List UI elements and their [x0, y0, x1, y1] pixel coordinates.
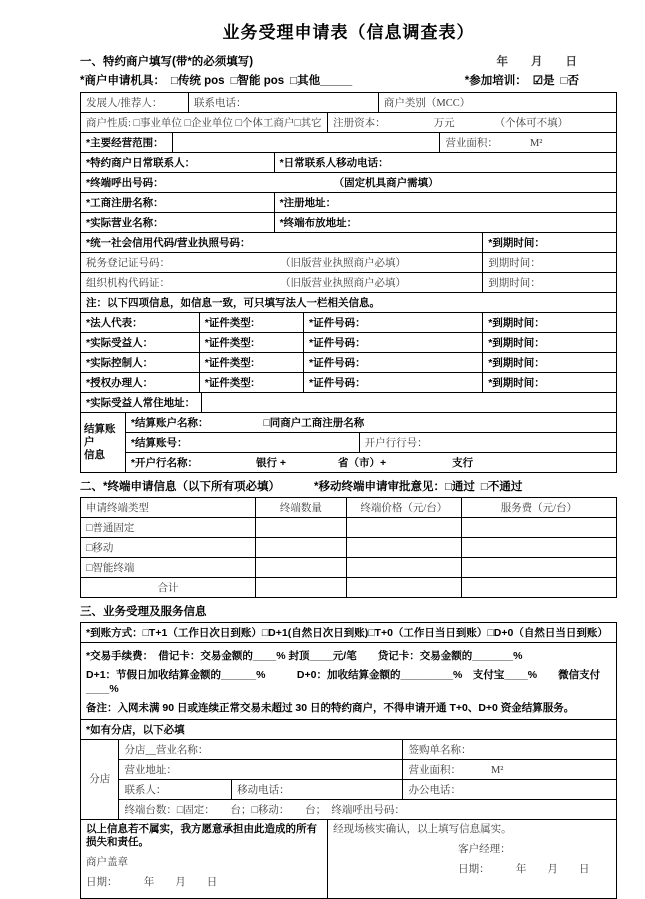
registered-capital-label: 注册资本：	[333, 117, 386, 129]
controller-label: *实际控制人：	[86, 356, 154, 369]
table-row	[119, 759, 616, 779]
credit-expiry-label: *到期时间：	[482, 233, 616, 252]
remark-line: 备注：入网未满 90 日或连续正常交易未超过 30 日的特约商户，不得申请开通 T+0、D+0 资金结算服务。	[86, 702, 575, 714]
registered-name-label: *工商注册名称：	[86, 196, 164, 209]
branch-mobile-label: 移动电话：	[231, 780, 402, 799]
qty-total-field	[255, 578, 346, 597]
merchant-nature-options[interactable]: 商户性质: □事业单位 □企业单位 □个体工商户□其它	[86, 117, 322, 129]
table-row	[81, 172, 616, 192]
disclaimer-text: 以上信息若不属实，我方愿意承担由此造成的所有损失和责任。	[86, 823, 317, 848]
org-expiry-label: 到期时间：	[482, 273, 616, 292]
col-terminal-price: 终端价格（元/台）	[346, 498, 461, 517]
table-row	[119, 779, 616, 799]
table-row	[81, 252, 616, 272]
qty-field[interactable]	[255, 518, 346, 537]
tax-expiry-label: 到期时间：	[482, 253, 616, 272]
price-total-field	[346, 578, 461, 597]
table-row	[126, 452, 616, 472]
checkbox-training-no[interactable]: □否	[560, 75, 579, 87]
expiry-label: *到期时间：	[482, 373, 616, 392]
mcc-label: 商户类别（MCC）	[378, 93, 616, 112]
table-row	[81, 642, 616, 719]
settlement-account-name-label: *结算账户名称：	[130, 416, 209, 429]
fee-field[interactable]	[461, 538, 616, 557]
id-number-label: *证件号码：	[303, 353, 482, 372]
manager-date-line: 日期： 年 月 日	[458, 864, 590, 875]
table-row	[81, 93, 616, 112]
settlement-account-group	[81, 412, 616, 472]
bank-name-label: *开户行名称：	[130, 456, 198, 469]
capital-note: （个体可不填）	[494, 117, 569, 129]
branch-group	[81, 739, 616, 819]
section1-heading: 一、特约商户填写(带*的必须填写)	[80, 56, 254, 68]
table-row	[81, 392, 616, 412]
daily-mobile-label: *日常联系人移动电话：	[274, 153, 616, 172]
checkbox-training-yes[interactable]: ☑是	[532, 75, 555, 87]
table-row	[81, 272, 616, 292]
service-info-table	[80, 622, 617, 899]
merchant-date-line: 日期： 年 月 日	[86, 877, 218, 888]
id-type-label: *证件类型:	[199, 373, 303, 392]
id-number-label: *证件号码：	[303, 313, 482, 332]
agent-label: *授权办理人：	[86, 376, 154, 389]
table-row	[126, 413, 616, 432]
branch-contact-label: 联系人：	[124, 784, 167, 796]
terminal-address-label: *终端布放地址：	[274, 213, 616, 232]
table-row	[81, 577, 616, 597]
table-row	[81, 212, 616, 232]
table-row	[81, 292, 616, 312]
col-terminal-type: 申请终端类型	[86, 502, 149, 514]
expiry-label: *到期时间：	[482, 333, 616, 352]
business-area-label: 营业面积：	[445, 137, 498, 149]
actual-name-label: *实际营业名称：	[86, 216, 164, 229]
merchant-info-table	[80, 92, 617, 473]
checkbox-terminal-mobile[interactable]: □移动	[86, 542, 114, 554]
checkbox-same-registered-name[interactable]: □同商户工商注册名称	[263, 416, 365, 429]
settlement-account-number-label: *结算账号：	[130, 436, 188, 449]
registered-address-label: *注册地址：	[274, 193, 616, 212]
settlement-group-label: 结算账户 信息	[84, 423, 116, 461]
section3-heading: 三、业务受理及服务信息	[80, 606, 207, 618]
id-type-label: *证件类型:	[199, 313, 303, 332]
qty-field[interactable]	[255, 538, 346, 557]
training-label: *参加培训：	[464, 75, 527, 87]
transaction-fee-line: *交易手续费： 借记卡：交易金额的____% 封顶____元/笔 贷记卡：交易金额的_______%	[86, 650, 523, 662]
org-code-label: 组织机构代码证：	[86, 277, 170, 289]
section2-heading: 二、*终端申请信息（以下所有项必填）	[80, 481, 280, 493]
approval-label: *移动终端申请审批意见：	[313, 481, 445, 493]
legal-rep-label: *法人代表：	[86, 316, 143, 329]
table-row	[119, 799, 616, 819]
branch-address-label: 营业地址：	[124, 764, 177, 776]
business-area-unit: M²	[529, 137, 543, 149]
table-row	[81, 537, 616, 557]
table-row	[81, 332, 616, 352]
verify-text: 经现场核实确认，以上填写信息属实。	[333, 824, 512, 835]
col-service-fee: 服务费（元/台）	[461, 498, 616, 517]
table-row	[81, 152, 616, 172]
id-number-label: *证件号码：	[303, 333, 482, 352]
receipt-name-label: 签购单名称：	[402, 740, 616, 759]
id-type-label: *证件类型:	[199, 353, 303, 372]
checkbox-smart-pos[interactable]: □智能 pos	[230, 75, 285, 87]
machine-line-label: *商户申请机具：	[80, 75, 165, 87]
table-row	[81, 192, 616, 212]
arrival-method-options[interactable]: *到账方式：□T+1（工作日次日到账）□D+1(自然日次日到账)□T+0（工作日当日到账）□D+0（自然日当日到账）	[86, 626, 608, 639]
capital-unit: 万元	[433, 117, 455, 129]
checkbox-approval-fail[interactable]: □不通过	[480, 481, 523, 493]
checkbox-other-machine[interactable]: □其他_____	[290, 75, 353, 87]
bank-part2: 省（市）+	[338, 456, 387, 469]
table-header-row	[81, 498, 616, 517]
developer-label: 发展人/推荐人：	[86, 97, 163, 109]
table-row	[81, 719, 616, 739]
form-date: 年 月 日	[496, 56, 577, 68]
table-row	[81, 312, 616, 332]
table-row	[81, 112, 616, 132]
table-row	[81, 232, 616, 252]
fee-field[interactable]	[461, 518, 616, 537]
col-terminal-qty: 终端数量	[255, 498, 346, 517]
bank-branch-code-label: 开户行行号：	[359, 433, 616, 452]
beneficiary-label: *实际受益人：	[86, 336, 154, 349]
beneficiary-address-field[interactable]	[201, 393, 616, 412]
table-row	[126, 432, 616, 452]
table-row	[81, 623, 616, 642]
contact-phone-label: 联系电话：	[188, 93, 378, 112]
checkbox-terminal-smart[interactable]: □智能终端	[86, 562, 135, 574]
branch-area-unit: M²	[490, 764, 504, 776]
id-number-label: *证件号码：	[303, 373, 482, 392]
expiry-label: *到期时间：	[482, 313, 616, 332]
fee-total-field	[461, 578, 616, 597]
table-row	[81, 557, 616, 577]
table-row	[119, 740, 616, 759]
checkbox-approval-pass[interactable]: □通过	[444, 481, 475, 493]
bank-part3: 支行	[452, 456, 474, 469]
price-field[interactable]	[346, 558, 461, 577]
branch-group-label: 分店	[89, 774, 111, 785]
branch-name-label: 分店__营业名称：	[124, 744, 209, 756]
credit-code-label: *统一社会信用代码/营业执照号码：	[86, 236, 251, 249]
table-row	[81, 372, 616, 392]
expiry-label: *到期时间：	[482, 353, 616, 372]
qty-field[interactable]	[255, 558, 346, 577]
branch-area-label: 营业面积：	[408, 764, 461, 776]
account-manager-label: 客户经理：	[458, 844, 511, 855]
business-scope-field[interactable]	[172, 133, 440, 152]
id-type-label: *证件类型:	[199, 333, 303, 352]
daily-contact-label: *特约商户日常联系人：	[86, 156, 196, 169]
table-row	[81, 132, 616, 152]
old-license-note2: （旧版营业执照商户必填）	[280, 277, 406, 289]
table-row	[81, 517, 616, 537]
bank-part1: 银行 +	[255, 456, 287, 469]
branch-required-note: *如有分店，以下必填	[86, 723, 185, 736]
dial-number-note: （固定机具商户需填）	[333, 176, 439, 189]
fee-field[interactable]	[461, 558, 616, 577]
terminal-count-line[interactable]: 终端台数：□固定： 台；□移动： 台； 终端呼出号码：	[124, 804, 405, 816]
application-form	[80, 14, 617, 899]
four-items-note: 注：以下四项信息，如信息一致，可只填写法人一栏相关信息。	[86, 296, 380, 309]
price-field[interactable]	[346, 538, 461, 557]
office-phone-label: 办公电话：	[402, 780, 616, 799]
checkbox-terminal-fixed[interactable]: □普通固定	[86, 522, 135, 534]
signature-row	[81, 819, 616, 898]
total-row-label: 合计	[157, 582, 179, 594]
checkbox-traditional-pos[interactable]: □传统 pos	[170, 75, 225, 87]
business-scope-label: *主要经营范围：	[86, 136, 164, 149]
terminal-apply-table	[80, 497, 617, 598]
table-row	[81, 352, 616, 372]
holiday-surcharge-line: D+1：节假日加收结算金额的______% D+0：加收结算金额的_________% 支付宝____% 微信支付____%	[86, 669, 601, 695]
merchant-seal-label: 商户盖章	[86, 857, 128, 868]
tax-cert-label: 税务登记证号码：	[86, 257, 170, 269]
page-title: 业务受理申请表（信息调查表）	[222, 23, 475, 42]
price-field[interactable]	[346, 518, 461, 537]
dial-number-label: *终端呼出号码：	[86, 176, 164, 189]
old-license-note: （旧版营业执照商户必填）	[280, 257, 406, 269]
beneficiary-address-label: *实际受益人常住地址：	[86, 396, 196, 409]
